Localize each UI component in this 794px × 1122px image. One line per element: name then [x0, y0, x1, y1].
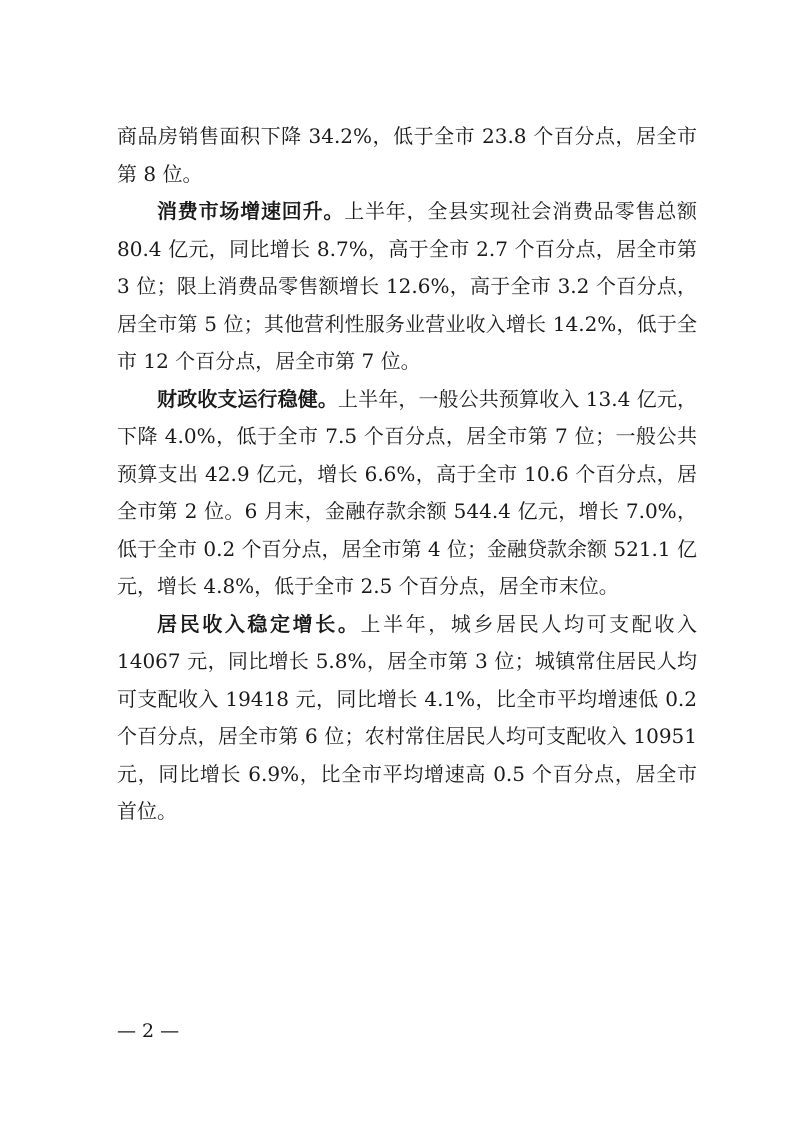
- paragraph-heading: 财政收支运行稳健。: [157, 386, 338, 411]
- paragraph-heading: 居民收入稳定增长。: [157, 611, 361, 636]
- paragraph-fiscal: [117, 381, 697, 606]
- document-body: [117, 118, 697, 831]
- paragraph-heading: 消费市场增速回升。: [157, 199, 345, 223]
- paragraph-text: 上半年，城乡居民人均可支配收入 14067 元，同比增长 5.8%，居全市第 3 位；城镇常住居民人均可支配收入 19418 元，同比增长 4.1%，比全市平均增速低 0.2 个百分点，居全市第 6 位；农村常住居民人均可支配收入 10951 元，同比增长 6.9%，比全市平均增速高 0.5 个百分点，居全市首位。: [117, 611, 698, 823]
- paragraph-housing-sales-continued: [117, 118, 697, 193]
- paragraph-consumer-market: [117, 193, 697, 381]
- paragraph-text: 上半年，全县实现社会消费品零售总额 80.4 亿元，同比增长 8.7%，高于全市 2.7 个百分点，居全市第 3 位；限上消费品零售额增长 12.6%，高于全市 3.2 个百分点，居全市第 5 位；其他营利性服务业营业收入增长 14.2%，低于全市 12 个百分点，居全市第 7 位。: [117, 199, 698, 373]
- paragraph-text: 商品房销售面积下降 34.2%，低于全市 23.8 个百分点，居全市第 8 位。: [117, 124, 697, 186]
- page-number: — 2 —: [117, 1020, 180, 1042]
- paragraph-resident-income: [117, 606, 697, 831]
- paragraph-text: 上半年，一般公共预算收入 13.4 亿元，下降 4.0%，低于全市 7.5 个百分点，居全市第 7 位；一般公共预算支出 42.9 亿元，增长 6.6%，高于全市 10.6 个百分点，居全市第 2 位。6 月末，金融存款余额 544.4 亿元，增长 7.0%，低于全市 0.2 个百分点，居全市第 4 位；金融贷款余额 521.1 亿元，增长 4.8%，低于全市 2.5 个百分点，居全市末位。: [117, 386, 698, 598]
